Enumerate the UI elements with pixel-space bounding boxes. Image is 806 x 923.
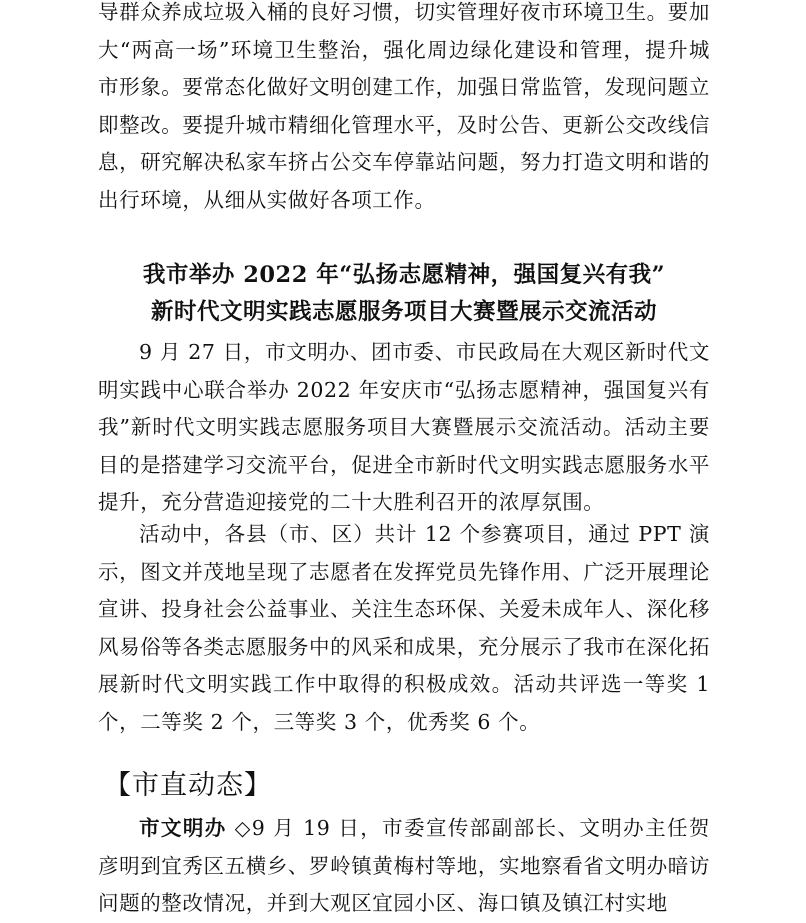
section-paragraph [98,810,710,923]
article-paragraph-1: 9 月 27 日，市文明办、团市委、市民政局在大观区新时代文明实践中心联合举办 2022 年安庆市“弘扬志愿精神，强国复兴有我”新时代文明实践志愿服务项目大赛暨展示交流活动。活动主要目的是搭建学习交流平台，促进全市新时代文明实践志愿服务水平提升，充分营造迎接党的二十大胜利召开的浓厚氛围。 [98,340,710,514]
section-paragraph-text: ◇9 月 19 日，市委宣传部副部长、文明办主任贺彦明到宜秀区五横乡、罗岭镇黄梅村等地，实地察看省文明办暗访问题的整改情况，并到大观区宜园小区、海口镇及镇江村实地 [98,816,710,915]
article-paragraph-2: 活动中，各县（市、区）共计 12 个参赛项目，通过 PPT 演示，图文并茂地呈现了志愿者在发挥党员先锋作用、广泛开展理论宣讲、投身社会公益事业、关注生态环保、关爱未成年人、深化移风易俗等各类志愿服务中的风采和成果，充分展示了我市在深化拓展新时代文明实践工作中取得的积极成效。活动共评选一等奖 1 个，二等奖 2 个，三等奖 3 个，优秀奖 6 个。 [98,522,710,734]
continued-paragraph: 导群众养成垃圾入桶的良好习惯，切实管理好夜市环境卫生。要加大“两高一场”环境卫生整治，强化周边绿化建设和管理，提升城市形象。要常态化做好文明创建工作，加强日常监管，发现问题立即整改。要提升城市精细化管理水平，及时公告、更新公交改线信息，研究解决私家车挤占公交车停靠站问题，努力打造文明和谐的出行环境，从细从实做好各项工作。 [98,0,710,212]
section-heading: 【市直动态】 [104,770,272,801]
article-title-line-1: 我市举办 2022 年“弘扬志愿精神，强国复兴有我” [142,262,666,288]
article-title-line-2: 新时代文明实践志愿服务项目大赛暨展示交流活动 [150,299,657,325]
department-name: 市文明办 [139,816,227,840]
